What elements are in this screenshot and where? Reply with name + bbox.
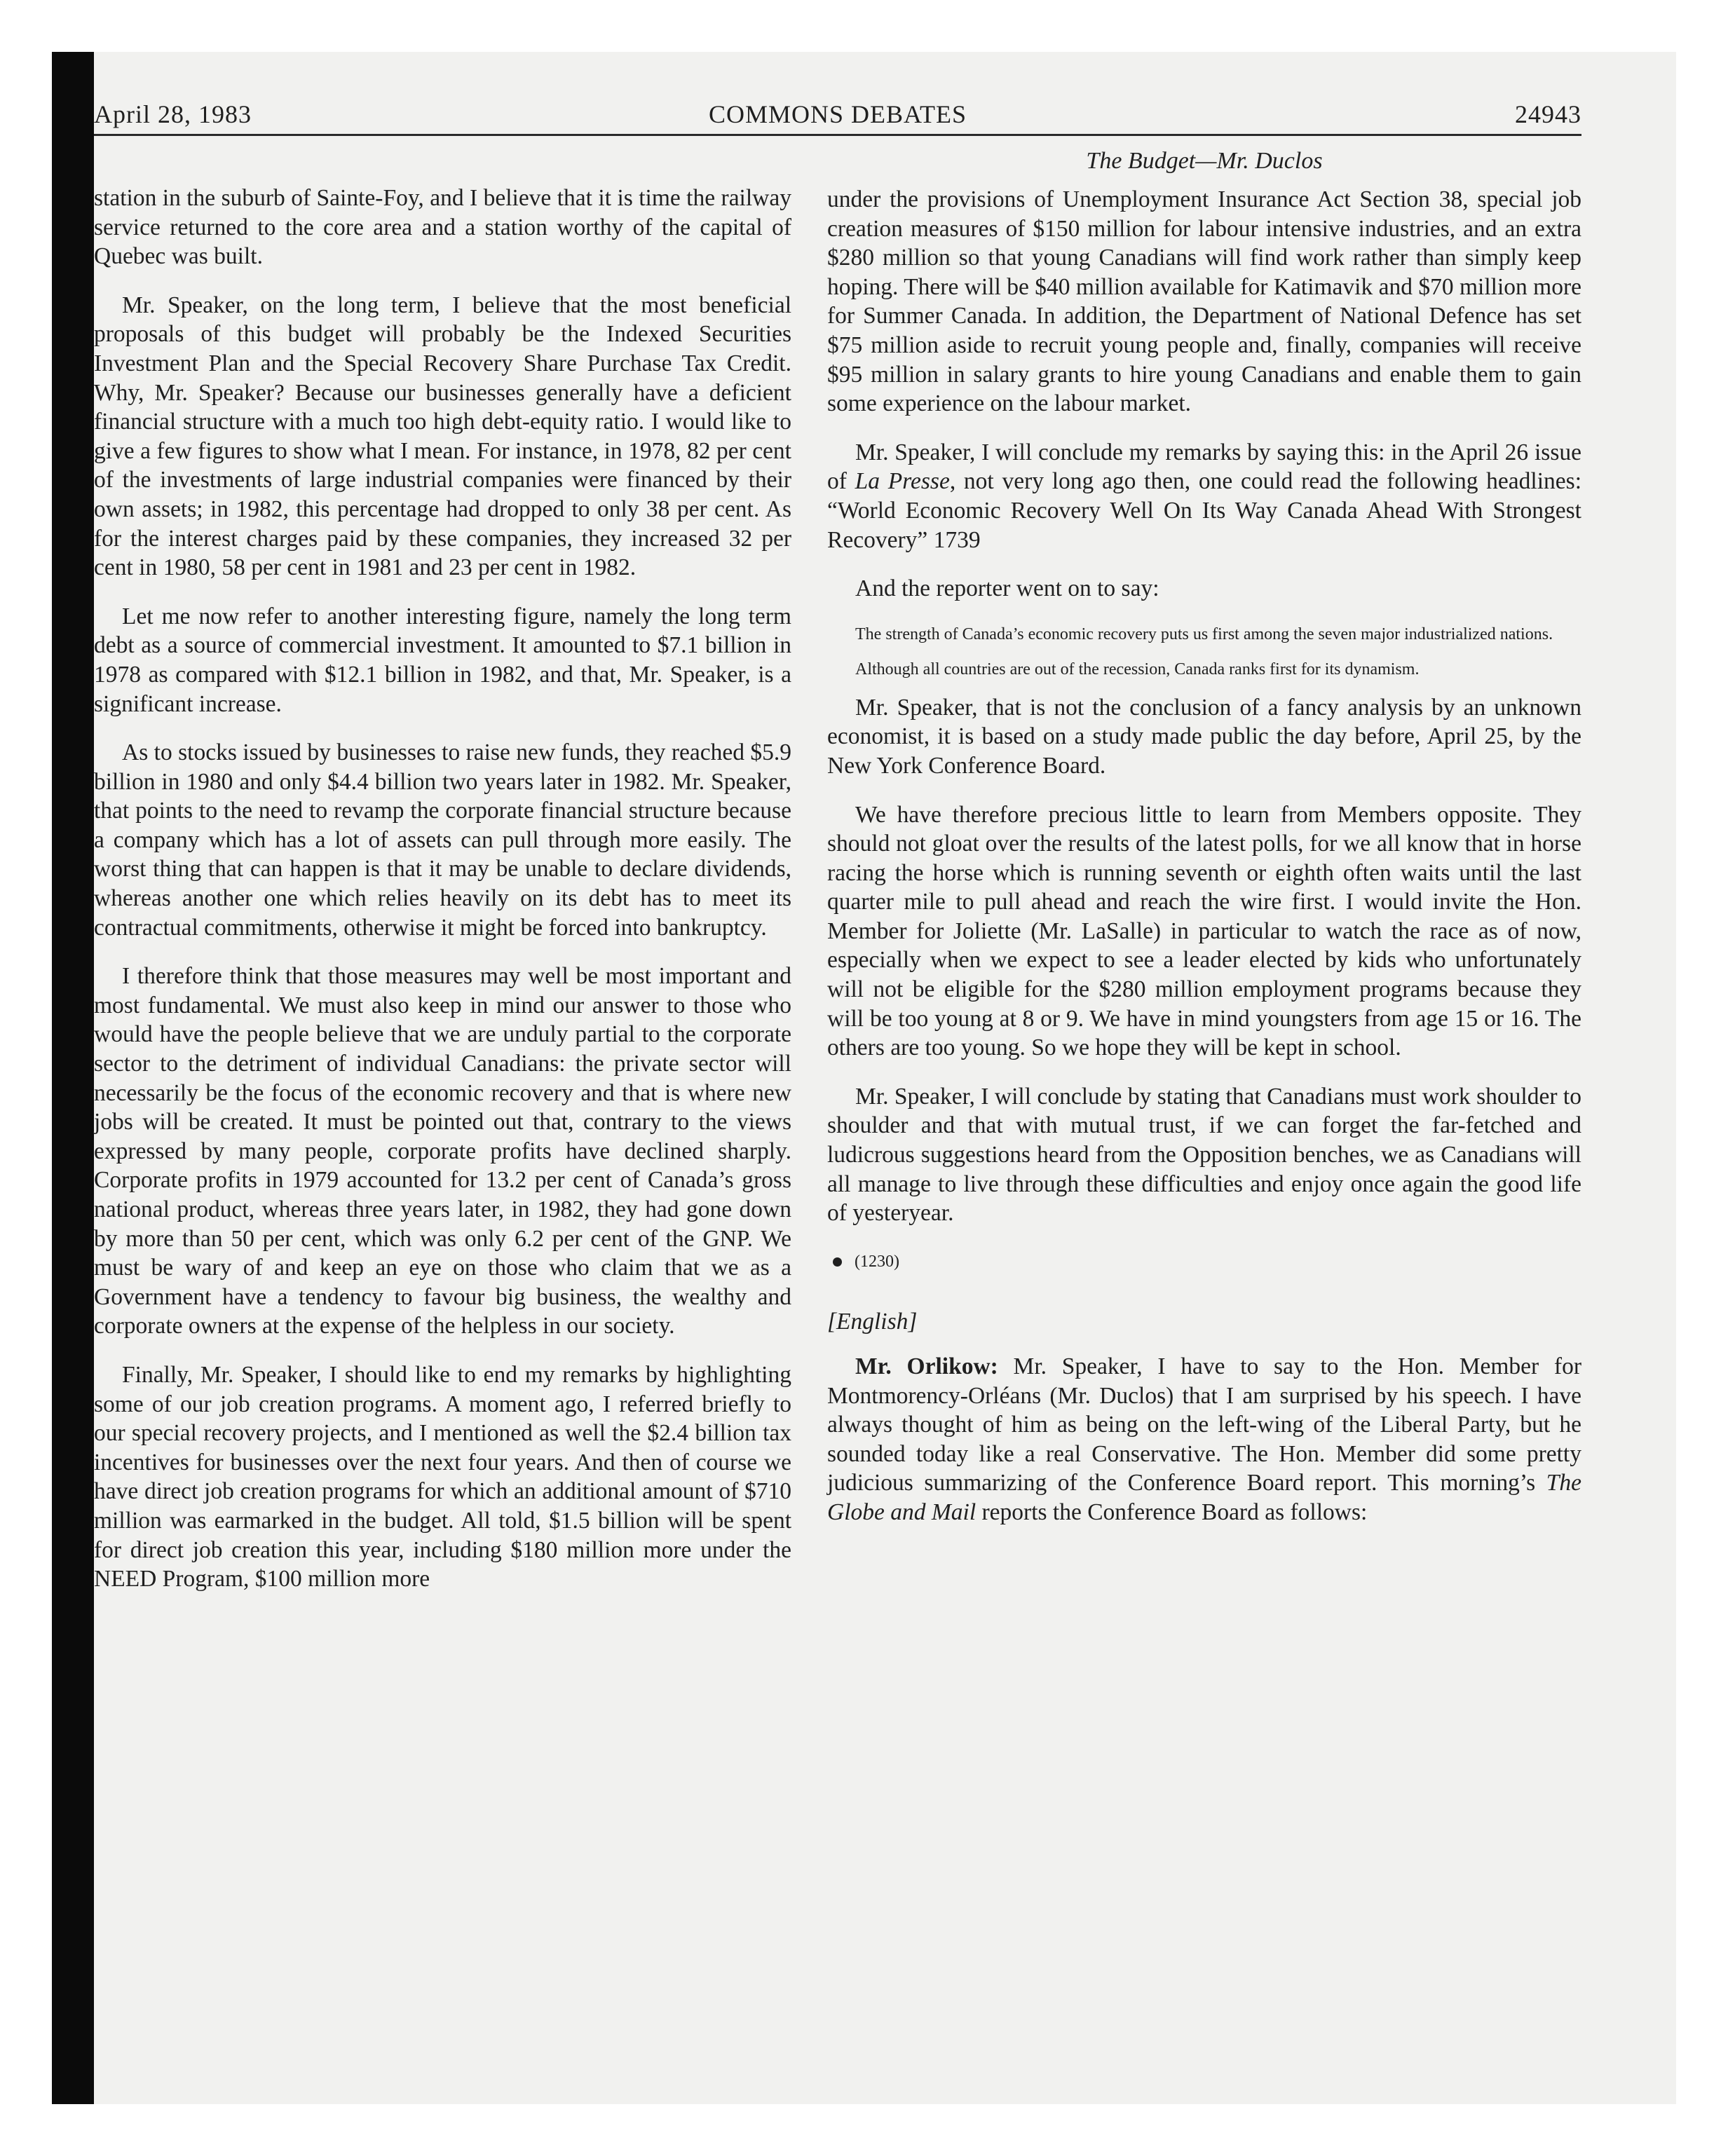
paragraph: I therefore think that those measures may well be most important and most fundamental. We must also keep in mind our answer to those who would have the people believe that we are unduly partial to the corporate sector to the detriment of individual Canadians: the private sector will necessarily be the focus of the economic recovery and that is where new jobs will be created. It must be pointed out that, contrary to the views expressed by many people, corporate profits have declined sharply. Corporate profits in 1979 accounted for 13.2 per cent of Canada’s gross national product, whereas three years later, in 1982, they had gone down by more than 50 per cent, which was only 6.2 per cent of the GNP. We must be wary of and keep an eye on those who claim that we as a Government have a tendency to favour big business, the wealthy and corporate owners at the expense of the helpless in our society. [94, 963, 791, 1339]
text-run: , not very long ago then, one could read the following headlines: “World Economic Recovery Well On Its Way Canada Ahead With Strongest Recovery” 1739 [827, 468, 1582, 553]
running-head: The Budget—Mr. Duclos [1086, 148, 1323, 174]
paragraph [827, 438, 1581, 554]
language-tag: [English] [827, 1309, 918, 1335]
bullet-icon [833, 1257, 842, 1267]
time-mark-text: (1230) [855, 1252, 899, 1271]
paragraph: Mr. Speaker, I will conclude by stating that Canadians must work shoulder to shoulder and that with mutual trust, if we can forget the far-fetched and ludicrous suggestions heard from the Opposition benches, we as Canadians will all manage to live through these difficulties and enjoy once again the good life of yesteryear. [827, 1083, 1581, 1227]
paragraph: station in the suburb of Sainte-Foy, and I believe that it is time the railway service returned to the core area and a station worthy of the capital of Quebec was built. [94, 185, 791, 270]
right-column [827, 144, 1581, 1547]
paragraph: Mr. Speaker, that is not the conclusion of a fancy analysis by an unknown economist, it is based on a study made public the day before, April 25, by the New York Conference Board. [827, 694, 1581, 779]
paragraph: under the provisions of Unemployment Insurance Act Section 38, special job creation measures of $150 million for labour intensive industries, and an extra $280 million so that young Canadians will find work rather than simply keep hoping. There will be $40 million available for Katimavik and $70 million more for Summer Canada. In addition, the Department of National Defence has set $75 million aside to recruit young people and, finally, companies will receive $95 million in salary grants to hire young Canadians and enable them to gain some experience on the labour market. [827, 186, 1581, 417]
left-column [94, 184, 791, 1613]
time-mark [827, 1248, 1581, 1277]
text-run: Mr. Speaker, I have to say to the Hon. Member for Montmorency-Orléans (Mr. Duclos) that I am surprised by his speech. I have always thought of him as being on the left-wing of the Liberal Party, but he sounded today like a real Conservative. The Hon. Member did some pretty judicious summarizing of the Conference Board report. This morning’s [827, 1353, 1581, 1496]
page-header [94, 97, 1581, 132]
header-date: April 28, 1983 [94, 100, 252, 128]
header-title: COMMONS DEBATES [708, 100, 967, 128]
paragraph: We have therefore precious little to learn from Members opposite. They should not gloat over the results of the latest polls, for we all know that in horse racing the horse which is running seventh or eighth often waits until the last quarter mile to pull ahead and reach the wire first. I would invite the Hon. Member for Joliette (Mr. LaSalle) in particular to watch the race as of now, especially when we expect to see a leader elected by kids who unfortunately will not be eligible for the $280 million employment programs because they will be too young at 8 or 9. We have in mind youngsters from age 15 or 16. The others are too young. So we hope they will be kept in school. [827, 801, 1581, 1061]
paragraph: And the reporter went on to say: [855, 575, 1159, 602]
paragraph: Mr. Speaker, on the long term, I believe that the most beneficial proposals of this budget will probably be the Indexed Securities Investment Plan and the Special Recovery Share Purchase Tax Credit. Why, Mr. Speaker? Because our businesses generally have a deficient financial structure with a much too high debt-equity ratio. I would like to give a few figures to show what I mean. For instance, in 1978, 82 per cent of the investments of large industrial companies were financed by their own assets; in 1982, this percentage had dropped to only 38 per cent. As for the interest charges paid by these companies, they increased 32 per cent in 1980, 58 per cent in 1981 and 23 per cent in 1982. [94, 292, 791, 581]
publication-name: La Presse [855, 468, 950, 495]
block-quote: The strength of Canada’s economic recovery puts us first among the seven major industrialized nations. [855, 625, 1553, 643]
header-rule [94, 134, 1581, 136]
binding-shadow [52, 52, 94, 2104]
block-quote: Although all countries are out of the recession, Canada ranks first for its dynamism. [855, 660, 1420, 678]
publication-name: The Globe and Mail [827, 1470, 1581, 1525]
paragraph: As to stocks issued by businesses to raise new funds, they reached $5.9 billion in 1980 and only $4.4 billion two years later in 1982. Mr. Speaker, that points to the need to revamp the corporate financial structure because a company which has a lot of assets can pull through more easily. The worst thing that can happen is that it may be unable to declare dividends, whereas another one which relies heavily on its debt has to meet its contractual commitments, otherwise it might be forced into bankruptcy. [94, 739, 791, 941]
paragraph [827, 1352, 1581, 1527]
text-run: reports the Conference Board as follows: [976, 1499, 1368, 1525]
paragraph: Let me now refer to another interesting figure, namely the long term debt as a source of commercial investment. It amounted to $7.1 billion in 1978 as compared with $12.1 billion in 1982, and that, Mr. Speaker, is a significant increase. [94, 603, 791, 717]
speaker-name: Mr. Orlikow: [855, 1353, 998, 1379]
paragraph: Finally, Mr. Speaker, I should like to end my remarks by highlighting some of our job creation programs. A moment ago, I referred briefly to our special recovery projects, and I mentioned as well the $2.4 billion tax incentives for businesses over the next four years. And then of course we have direct job creation programs for which an additional amount of $710 million was earmarked in the budget. All told, $1.5 billion will be spent for direct job creation this year, including $180 million more under the NEED Program, $100 million more [94, 1361, 791, 1592]
text-run: Mr. Speaker, I will conclude my remarks by saying this: in the April 26 issue of [827, 439, 1581, 495]
header-page-number: 24943 [1515, 100, 1581, 128]
